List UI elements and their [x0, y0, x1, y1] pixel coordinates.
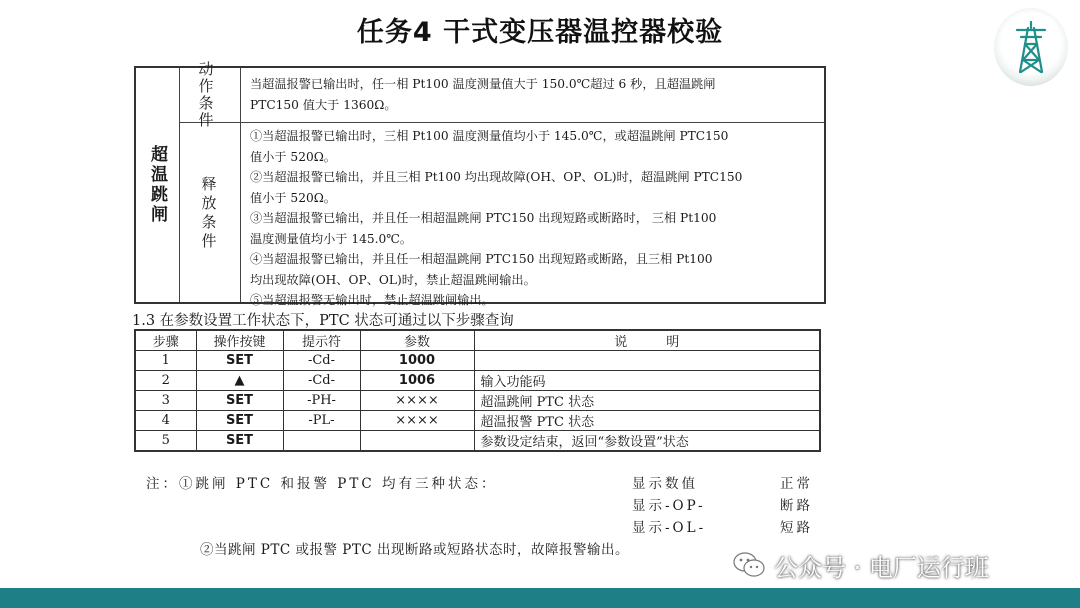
cell-desc [474, 351, 820, 371]
trip-conditions-table [134, 60, 826, 307]
cell-desc: 超温报警 PTC 状态 [474, 411, 820, 431]
table-row [135, 371, 820, 391]
action-line: PTC150 值大于 1360Ω。 [250, 97, 397, 112]
cell-key: SET [196, 411, 283, 431]
table-row [135, 411, 820, 431]
cell-step: 2 [135, 371, 196, 391]
cell-key: ▲ [196, 371, 283, 391]
release-line: ②当超温报警已输出，并且三相 Pt100 均出现故障(OH、OP、OL)时，超温跳闸 PTC150 [250, 170, 743, 184]
cell-param: ×××× [360, 411, 474, 431]
cell-key: SET [196, 391, 283, 411]
cell-prompt [283, 431, 360, 452]
table-row [135, 431, 820, 452]
cell-param [360, 431, 474, 452]
table-row [135, 391, 820, 411]
power-tower-icon [1012, 20, 1050, 74]
power-tower-logo [994, 8, 1068, 86]
category-cell [136, 68, 179, 302]
cell-key: SET [196, 351, 283, 371]
cell-step: 5 [135, 431, 196, 452]
release-condition-text [250, 126, 742, 311]
table-row [135, 351, 820, 371]
header-param: 参数 [360, 330, 474, 351]
note-state-display: 显示-OP- [632, 498, 706, 514]
release-line: 值小于 520Ω。 [250, 190, 336, 205]
action-line: 当超温报警已输出时，任一相 Pt100 温度测量值大于 150.0℃超过 6 秒，且超温跳闸 [250, 77, 716, 91]
cell-step: 3 [135, 391, 196, 411]
release-line: ③当超温报警已输出，并且任一相超温跳闸 PTC150 出现短路或断路时， 三相 Pt100 [250, 211, 717, 225]
table-header-row [135, 330, 820, 351]
action-condition-text [250, 74, 715, 115]
cell-param: ×××× [360, 391, 474, 411]
cell-prompt: -PL- [283, 411, 360, 431]
action-condition-label: 动作条件 [198, 60, 220, 129]
note-state-meaning: 断路 [780, 498, 813, 514]
cell-desc: 参数设定结束，返回“参数设置”状态 [474, 431, 820, 452]
section-caption: 1.3 在参数设置工作状态下，PTC 状态可通过以下步骤查询 [132, 313, 514, 329]
watermark-text: 公众号 · 电厂运行班 [774, 553, 989, 582]
cell-step: 4 [135, 411, 196, 431]
note-state-meaning: 正常 [780, 476, 813, 492]
release-line: ⑤当超温报警无输出时，禁止超温跳闸输出。 [250, 293, 494, 307]
slide-title: 任务4 干式变压器温控器校验 [356, 17, 724, 48]
release-line: 值小于 520Ω。 [250, 149, 336, 164]
release-line: 温度测量值均小于 145.0℃。 [250, 231, 413, 246]
release-line: ①当超温报警已输出时，三相 Pt100 温度测量值均小于 145.0℃，或超温跳闸 PTC150 [250, 129, 729, 143]
cell-desc: 超温跳闸 PTC 状态 [474, 391, 820, 411]
header-desc: 说 明 [474, 330, 820, 351]
cell-step: 1 [135, 351, 196, 371]
cell-key: SET [196, 431, 283, 452]
note-2: ②当跳闸 PTC 或报警 PTC 出现断路或短路状态时，故障报警输出。 [200, 542, 629, 558]
wechat-icon [732, 551, 766, 579]
release-line: 均出现故障(OH、OP、OL)时，禁止超温跳闸输出。 [250, 272, 536, 287]
cell-prompt: -Cd- [283, 351, 360, 371]
release-line: ④当超温报警已输出，并且任一相超温跳闸 PTC150 出现短路或断路，且三相 Pt100 [250, 252, 713, 266]
note-state-display: 显示数值 [632, 476, 698, 492]
cell-desc: 输入功能码 [474, 371, 820, 391]
header-prompt: 提示符 [283, 330, 360, 351]
note-1: 注：①跳闸 PTC 和报警 PTC 均有三种状态： [146, 476, 498, 492]
release-condition-label: 释放条件 [199, 175, 218, 252]
note-state-display: 显示-OL- [632, 520, 707, 536]
cell-param: 1000 [360, 351, 474, 371]
header-key: 操作按键 [196, 330, 283, 351]
cell-prompt: -Cd- [283, 371, 360, 391]
action-condition-label-cell [180, 60, 238, 129]
cell-param: 1006 [360, 371, 474, 391]
cell-prompt: -PH- [283, 391, 360, 411]
ptc-steps-table [134, 329, 821, 452]
category-label: 超温跳闸 [147, 145, 167, 225]
wechat-watermark [732, 547, 989, 583]
bottom-accent-bar [0, 588, 1080, 608]
header-step: 步骤 [135, 330, 196, 351]
note-state-meaning: 短路 [780, 520, 813, 536]
release-condition-label-cell [180, 123, 238, 304]
